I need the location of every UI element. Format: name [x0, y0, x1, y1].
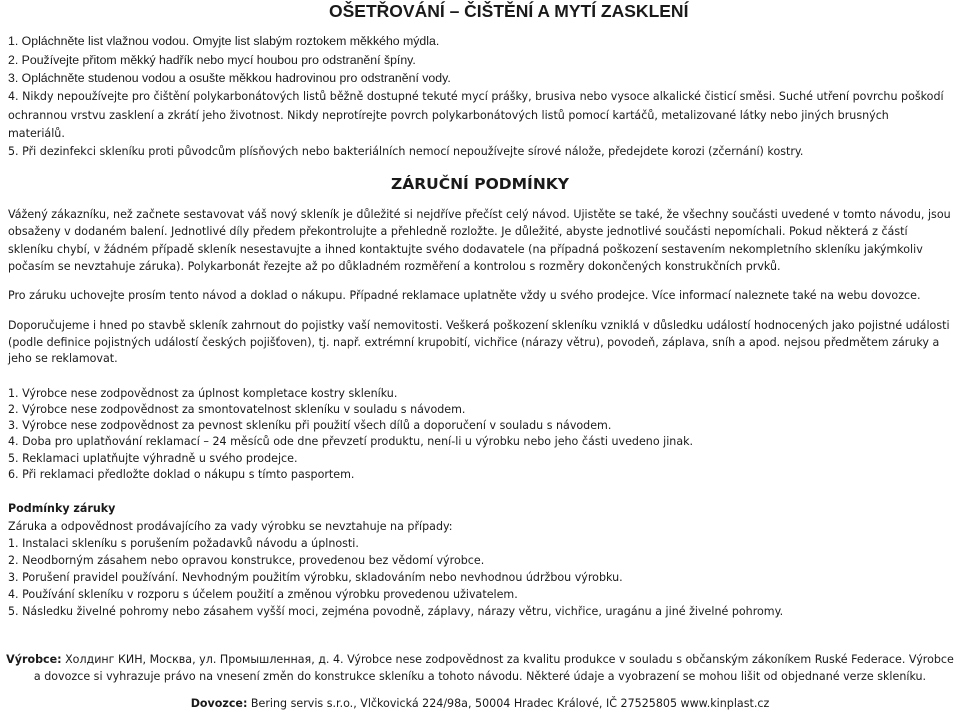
care-item: 1. Opláchněte list vlažnou vodou. Omyjte list slabým roztokem měkkého mýdla.	[8, 34, 440, 48]
warranty-list-item: 4. Doba pro uplatňování reklamací – 24 měsíců ode dne převzetí produktu, není-li u výrobku nebo jeho části uvedeno jinak.	[8, 435, 694, 448]
maker-label: Výrobce:	[6, 653, 62, 666]
importer-label: Dovozce:	[190, 697, 248, 710]
warranty-para3-line: jeho se reklamovat.	[8, 352, 118, 365]
care-item: 5. Při dezinfekci skleníku proti původcům plísňových nebo bakteriálních nemocí nepoužívejte sírové nálože, předejdete korozi (zčernání) kostry.	[8, 145, 804, 158]
conditions-intro: Záruka a odpovědnost prodávajícího za vady výrobku se nevztahuje na případy:	[8, 520, 453, 533]
maker-line2: a dovozce si vyhrazuje právo na vnesení změn do konstrukce skleníku a tohoto návodu. Některé údaje a vyobrazení se mohou lišit od objednané verze skleníku.	[33, 670, 927, 683]
warranty-para1-line: obsaženy v dodaném balení. Jednotlivé díly předem překontrolujte a přehledně rozložte. Je důležité, abyste jednotlivé součásti nepomíchali. Pokud některá z částí	[8, 225, 908, 238]
conditions-item: 1. Instalaci skleníku s porušením požadavků návodu a úplnosti.	[8, 537, 359, 550]
importer-line	[0, 695, 960, 712]
care-item-cont: materiálů.	[8, 127, 65, 140]
warranty-list-item: 1. Výrobce nese zodpovědnost za úplnost kompletace kostry skleníku.	[8, 387, 398, 400]
maker-line	[0, 651, 960, 668]
warranty-list-item: 5. Reklamaci uplatňujte výhradně u svého prodejce.	[8, 452, 298, 465]
warranty-list-item: 6. Při reklamaci předložte doklad o nákupu s tímto pasportem.	[8, 468, 355, 481]
care-item: 4. Nikdy nepoužívejte pro čištění polykarbonátových listů běžně dostupné tekuté mycí prášky, brusiva nebo vysoce alkalické čisticí směsi. Suché utření povrchu poškodí	[8, 90, 944, 103]
importer-text: Bering servis s.r.o., Vlčkovická 224/98a, 50004 Hradec Králové, IČ 27525805 www.kinplast.cz	[247, 697, 770, 710]
care-heading: OŠETŘOVÁNÍ – ČIŠTĚNÍ A MYTÍ ZASKLENÍ	[329, 1, 689, 21]
conditions-item: 3. Porušení pravidel používání. Nevhodným použitím výrobku, skladováním nebo nevhodnou údržbou výrobku.	[8, 571, 623, 584]
care-item-cont: ochrannou vrstvu zasklení a zkrátí jeho životnost. Nikdy neprotírejte povrch polykarbonátových listů pomocí kartáčů, metalizované látky nebo jiných brusných	[8, 109, 889, 122]
warranty-para1-line: skleníku chybí, v žádném případě skleník nesestavujte a ihned kontaktujte svého dodavatele (na případná poškození sestavením nekompletního skleníku jakýmkoliv	[8, 243, 923, 256]
maker-text: Холдинг КИН, Москва, ул. Промышленная, д. 4. Výrobce nese zodpovědnost za kvalitu produkce v souladu s občanským zákoníkem Ruské Federace. Výrobce	[61, 653, 954, 666]
warranty-list-item: 3. Výrobce nese zodpovědnost za pevnost skleníku při použití všech dílů a doporučení v souladu s návodem.	[8, 419, 612, 432]
warranty-para1-line: počasím se nevztahuje záruka). Polykarbonát řezejte až po důkladném rozměření a kontrolou s rozměry dokončených konstrukčních prvků.	[8, 260, 781, 273]
warranty-list-item: 2. Výrobce nese zodpovědnost za smontovatelnost skleníku v souladu s návodem.	[8, 403, 466, 416]
warranty-para2: Pro záruku uchovejte prosím tento návod a doklad o nákupu. Případné reklamace uplatněte vždy u svého prodejce. Více informací naleznete také na webu dovozce.	[8, 289, 921, 302]
conditions-heading: Podmínky záruky	[8, 502, 116, 515]
conditions-item: 5. Následku živelné pohromy nebo zásahem vyšší moci, zejména povodně, záplavy, nárazy větru, vichřice, uragánu a jiné živelné pohromy.	[8, 605, 784, 618]
warranty-para3-line: Doporučujeme i hned po stavbě skleník zahrnout do pojistky vaší nemovitosti. Veškerá poškození skleníku vzniklá v důsledku událostí hodnocených jako pojistné události	[8, 319, 950, 332]
care-item: 3. Opláchněte studenou vodou a osušte měkkou hadrovinou pro odstranění vody.	[8, 71, 451, 85]
warranty-heading: ZÁRUČNÍ PODMÍNKY	[390, 175, 570, 193]
warranty-para3-line: (podle definice pojistných událostí českých pojišťoven), tj. např. extrémní krupobití, vichřice (nárazy větru), povodeň, záplava, sníh a apod. nejsou předmětem záruky a	[8, 336, 940, 349]
care-item: 2. Používejte přitom měkký hadřík nebo mycí houbou pro odstranění špíny.	[8, 53, 416, 67]
warranty-para1-line: Vážený zákazníku, než začnete sestavovat váš nový skleník je důležité si nejdříve přečíst celý návod. Ujistěte se také, že všechny součásti uvedené v tomto návodu, jsou	[8, 208, 951, 221]
conditions-item: 4. Používání skleníku v rozporu s účelem použití a změnou výrobku provedenou uživatelem.	[8, 588, 518, 601]
conditions-item: 2. Neodborným zásahem nebo opravou konstrukce, provedenou bez vědomí výrobce.	[8, 554, 485, 567]
